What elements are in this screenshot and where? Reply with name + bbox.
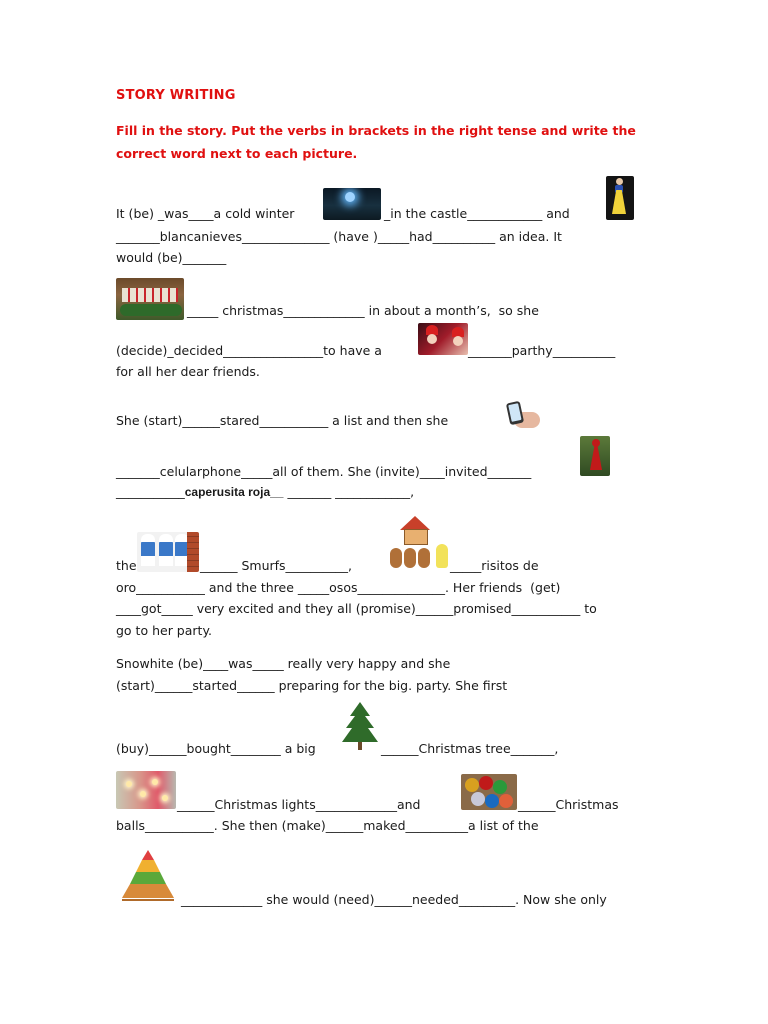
christmas-lights-picture [116,771,176,809]
party-picture [418,323,468,355]
story-line: _in the castle____________ and [384,206,570,221]
story-line: She (start)______stared___________ a list and then she [116,413,449,428]
story-line: (start)______started______ preparing for the big. party. She first [116,678,508,693]
story-line: _______blancanieves______________ (have )_____had__________ an idea. It [116,229,562,244]
story-line: ______Christmas tree_______, [381,741,559,756]
story-line: balls___________. She then (make)______maked__________a list of the [116,818,539,833]
red-riding-hood-picture [580,436,610,476]
story-line: (buy)______bought________ a big [116,741,316,756]
food-pyramid-picture [116,848,180,904]
snow-white-picture [606,176,634,220]
story-line: _______celularphone_____all of them. She (invite)____invited_______ [116,464,532,479]
christmas-tree-picture [340,702,380,752]
smurfs-picture [137,532,199,572]
story-line: _____________ she would (need)______needed_________. Now she only [181,892,607,907]
story-line: ______ Smurfs__________, [200,558,353,573]
christmas-banner-picture [116,278,184,320]
phone-picture [500,398,544,428]
caperusita-roja-answer: caperusita roja__ [184,485,284,499]
story-line: for all her dear friends. [116,364,260,379]
story-line: Snowhite (be)____was_____ really very happy and she [116,656,451,671]
instructions-line-1: Fill in the story. Put the verbs in brackets in the right tense and write the [116,123,636,138]
three-bears-picture [386,516,450,570]
story-line: would (be)_______ [116,250,227,265]
christmas-balls-picture [461,774,517,810]
story-line: oro___________ and the three _____osos______________. Her friends (get) [116,580,561,595]
story-line: (decide)_decided________________to have a [116,343,382,358]
worksheet-title: STORY WRITING [116,88,236,103]
story-line: ______Christmas lights_____________and [177,797,421,812]
story-line: the [116,558,137,573]
story-line: _____risitos de [450,558,539,573]
story-line: _____ christmas_____________ in about a month’s, so she [187,303,539,318]
story-line: ____got_____ very excited and they all (promise)______promised___________ to [116,601,597,616]
story-line: It (be) _was____a cold winter [116,206,295,221]
story-line: ___________caperusita roja__ _______ ____________, [116,484,415,499]
story-line: go to her party. [116,623,213,638]
story-line: ______Christmas [518,797,619,812]
story-line: _______parthy__________ [468,343,616,358]
instructions-line-2: correct word next to each picture. [116,146,358,161]
winter-night-picture [323,188,381,220]
